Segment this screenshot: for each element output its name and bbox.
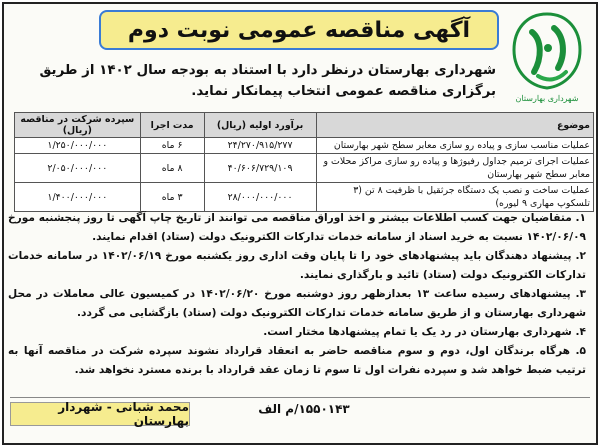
- clause-item: ۲. پیشنهاد دهندگان باید پیشنهادهای خود را تا پایان وقت اداری روز یکشنبه مورخ ۱۴۰۲/۰۶/۱۹ در سامانه خدمات تدارکات الکترونیک دولت (ستاد) تائید و بارگذاری نمایند.: [8, 250, 586, 281]
- clause-item: ۴. شهرداری بهارستان در رد یک یا تمام پیشنهادها مختار است.: [263, 326, 586, 338]
- page-title: آگهی مناقصه عمومی نوبت دوم: [127, 17, 471, 43]
- title-banner: [99, 10, 499, 50]
- cell-subject: عملیات مناسب سازی و پیاده رو سازی معابر سطح شهر بهارستان: [316, 138, 594, 154]
- cell-estimate: ۲۴/۲۷۰/۹۱۵/۲۷۷: [204, 138, 316, 154]
- header-estimate: برآورد اولیه (ریال): [204, 113, 316, 138]
- header-duration: مدت اجرا: [140, 113, 204, 138]
- clause-item: ۳. پیشنهادهای رسیده ساعت ۱۳ بعدازظهر روز دوشنبه مورخ ۱۴۰۲/۰۶/۲۰ در کمیسیون عالی معاملات در محل شهرداری بهارستان و از طریق سامانه خدمات تدارکات الکترونیک دولت (ستاد) بازگشایی می گردد.: [8, 288, 587, 319]
- logo-emblem-icon: [508, 10, 586, 92]
- cell-duration: ۳ ماه: [140, 183, 204, 212]
- cell-deposit: ۲/۰۵۰/۰۰۰/۰۰۰: [15, 154, 141, 183]
- header-subject: موضوع: [316, 113, 594, 138]
- cell-estimate: ۲۸/۰۰۰/۰۰۰/۰۰۰: [204, 183, 316, 212]
- table-header-row: [15, 113, 594, 138]
- signature-text: محمد شبانی - شهردار بهارستان: [58, 400, 189, 428]
- reference-number: ۱۵۵۰۱۴۳/م الف: [258, 402, 350, 416]
- logo-caption: شهرداری بهارستان: [515, 94, 579, 103]
- footer-divider: [10, 397, 590, 398]
- intro-text: شهرداری بهارستان درنظر دارد با استناد به بودجه سال ۱۴۰۲ از طریق برگزاری مناقصه عمومی انتخاب پیمانکار نماید.: [39, 63, 496, 99]
- announcement-frame: [2, 2, 598, 445]
- table-row: [15, 138, 594, 154]
- cell-duration: ۶ ماه: [140, 138, 204, 154]
- cell-estimate: ۴۰/۶۰۶/۷۲۹/۱۰۹: [204, 154, 316, 183]
- clause-item: ۵. هرگاه برندگان اول، دوم و سوم مناقصه حاضر به انعقاد قرارداد نشوند سپرده شرکت در مناقصه آنها به ترتیب ضبط خواهد شد و سپرده نفرات اول تا سوم تا زمان عقد قرارداد با برنده مسترد نخواهد شد.: [8, 345, 586, 376]
- cell-subject: عملیات اجرای ترمیم جداول رفیوژها و پیاده رو سازی مراکز محلات و معابر سطح شهر بهارستان: [316, 154, 594, 183]
- signature-box: [10, 402, 190, 426]
- cell-deposit: ۱/۲۵۰/۰۰۰/۰۰۰: [15, 138, 141, 154]
- tender-table: [14, 112, 594, 212]
- cell-deposit: ۱/۴۰۰/۰۰۰/۰۰۰: [15, 183, 141, 212]
- municipality-logo: [504, 10, 590, 110]
- cell-duration: ۸ ماه: [140, 154, 204, 183]
- clauses-list: [8, 209, 586, 380]
- cell-subject: عملیات ساخت و نصب یک دستگاه جرثقیل با ظرفیت ۸ تن (۳ تلسکوپ مهاری ۹ لیوره): [316, 183, 594, 212]
- table-row: [15, 154, 594, 183]
- clause-item: ۱. متقاضیان جهت کسب اطلاعات بیشتر و اخذ اوراق مناقصه می توانند از تاریخ چاپ آگهی تا روز پنجشنبه مورخ ۱۴۰۲/۰۶/۰۹ نسبت به خرید اسناد از سامانه خدمات تدارکات الکترونیک دولت (ستاد) اقدام نمایند.: [8, 212, 586, 243]
- table-row: [15, 183, 594, 212]
- header-deposit: سپرده شرکت در مناقصه (ریال): [15, 113, 141, 138]
